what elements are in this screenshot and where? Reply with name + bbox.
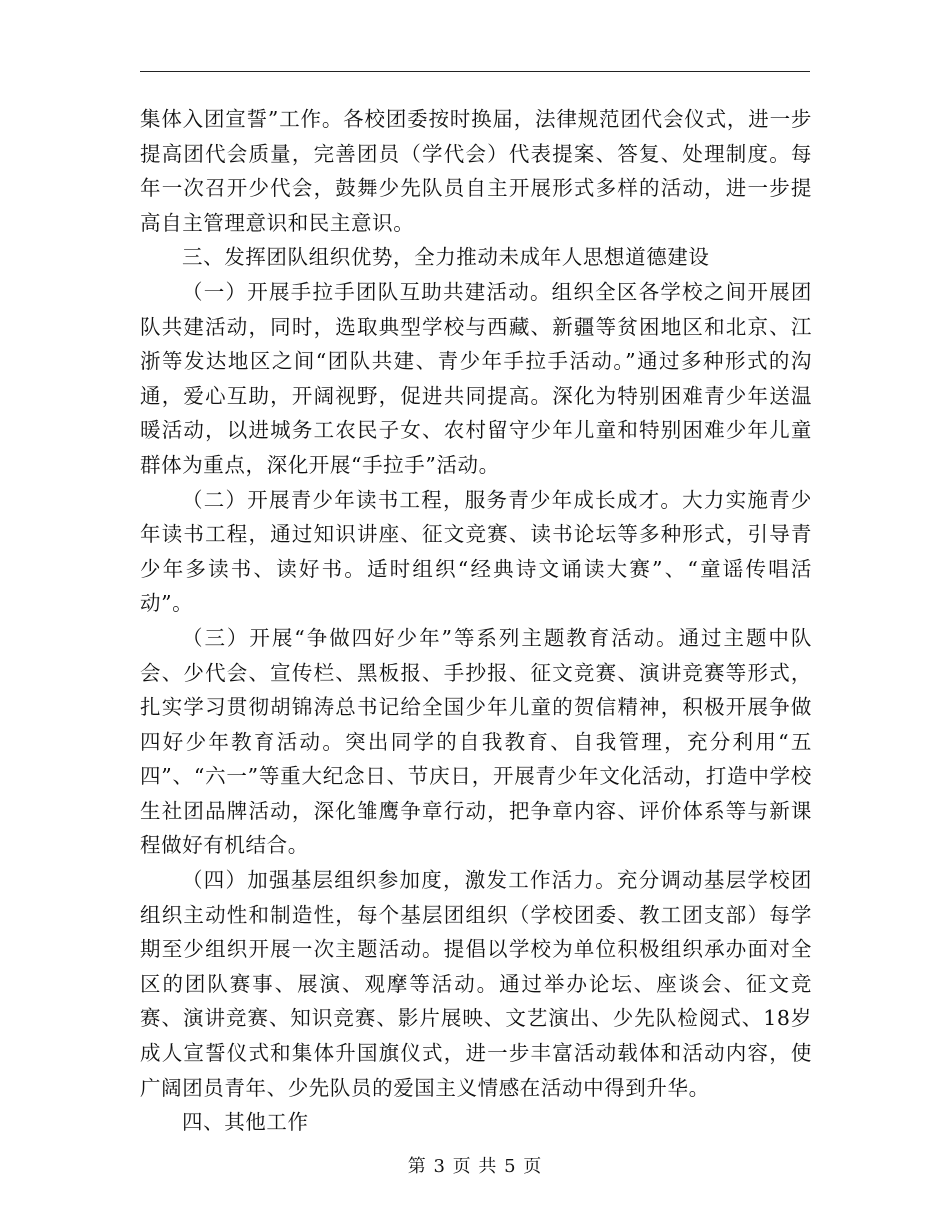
document-body — [140, 102, 812, 1140]
page-footer: 第 3 页 共 5 页 — [407, 1156, 543, 1177]
header-rule — [140, 71, 810, 72]
paragraph-continuation: 集体入团宣誓”工作。各校团委按时换届，法律规范团代会仪式，进一步提高团代会质量，完善团员（学代会）代表提案、答复、处理制度。每年一次召开少代会，鼓舞少先队员自主开展形式多样的活动，进一步提高自主管理意识和民主意识。 — [140, 107, 812, 235]
paragraph-item-2: （二）开展青少年读书工程，服务青少年成长成才。大力实施青少年读书工程，通过知识讲座、征文竞赛、读书论坛等多种形式，引导青少年多读书、读好书。适时组织“经典诗文诵读大赛”、“童谣传唱活动”。 — [140, 487, 812, 616]
section-heading-4: 四、其他工作 — [182, 1110, 309, 1135]
section-heading-3: 三、发挥团队组织优势，全力推动未成年人思想道德建设 — [182, 245, 710, 270]
paragraph-item-4: （四）加强基层组织参加度，激发工作活力。充分调动基层学校团组织主动性和制造性，每个基层团组织（学校团委、教工团支部）每学期至少组织开展一次主题活动。提倡以学校为单位积极组织承办面对全区的团队赛事、展演、观摩等活动。通过举办论坛、座谈会、征文竞赛、演讲竞赛、知识竞赛、影片展映、文艺演出、少先队检阅式、18岁成人宣誓仪式和集体升国旗仪式，进一步丰富活动载体和活动内容，使广阔团员青年、少先队员的爱国主义情感在活动中得到升华。 — [140, 868, 812, 1100]
paragraph-item-1: （一）开展手拉手团队互助共建活动。组织全区各学校之间开展团队共建活动，同时，选取典型学校与西藏、新疆等贫困地区和北京、江浙等发达地区之间“团队共建、青少年手拉手活动。”通过多种形式的沟通，爱心互助，开阔视野，促进共同提高。深化为特别困难青少年送温暖活动，以进城务工农民子女、农村留守少年儿童和特别困难少年儿童群体为重点，深化开展“手拉手”活动。 — [140, 279, 812, 477]
paragraph-item-3: （三）开展“争做四好少年”等系列主题教育活动。通过主题中队会、少代会、宣传栏、黑板报、手抄报、征文竞赛、演讲竞赛等形式，扎实学习贯彻胡锦涛总书记给全国少年儿童的贺信精神，积极开展争做四好少年教育活动。突出同学的自我教育、自我管理，充分利用“五四”、“六一”等重大纪念日、节庆日，开展青少年文化活动，打造中学校生社团品牌活动，深化雏鹰争章行动，把争章内容、评价体系等与新课程做好有机结合。 — [140, 625, 812, 858]
